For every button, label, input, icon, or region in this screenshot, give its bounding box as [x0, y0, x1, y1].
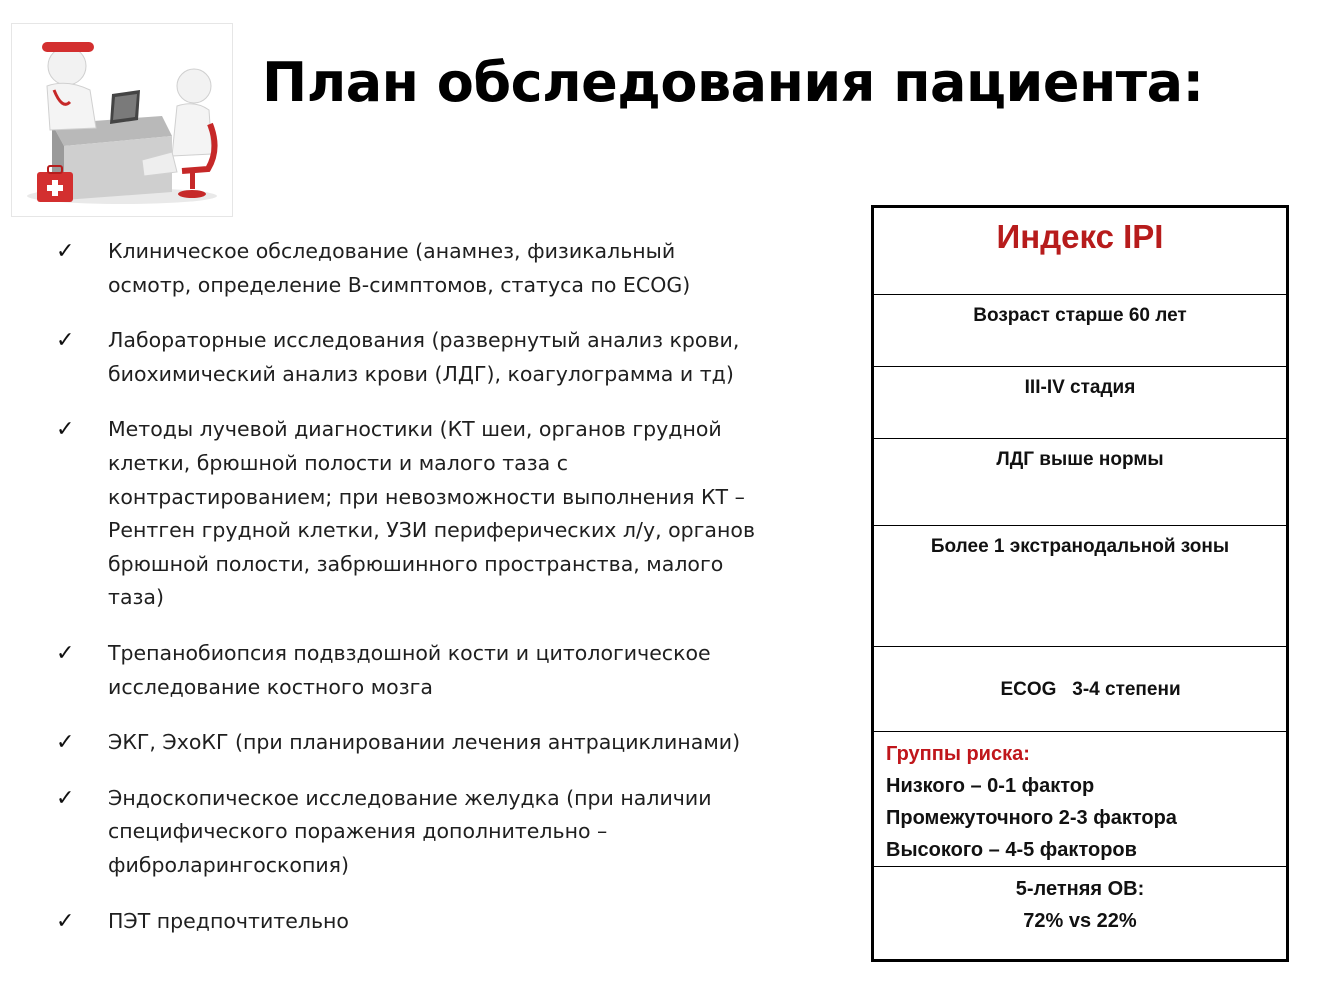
check-icon: ✓ [56, 640, 75, 666]
list-item-text: ПЭТ предпочтительно [108, 908, 349, 933]
ipi-factor-label: III-IV стадия [1024, 377, 1136, 398]
check-icon: ✓ [56, 328, 75, 354]
risk-group-item: Низкого – 0-1 фактор [886, 775, 1095, 797]
check-icon: ✓ [56, 908, 75, 934]
ipi-factor-row [874, 366, 1286, 438]
list-item [56, 637, 816, 704]
ipi-factor-label: ЛДГ выше нормы [996, 449, 1164, 470]
ipi-factor-row [874, 646, 1286, 731]
risk-group-item: Высокого – 4-5 факторов [886, 839, 1137, 861]
ipi-factor-label: ECOG 3-4 степени [1000, 679, 1181, 700]
risk-group-item: Промежуточного 2-3 фактора [886, 807, 1177, 829]
risk-groups-heading: Группы риска: [886, 743, 1030, 765]
page-title: План обследования пациента: [262, 51, 1204, 114]
list-item-text: Методы лучевой диагностики (КТ шеи, органов грудной клетки, брюшной полости и малого таза с контрастированием; при невозможности выполнения КТ – Рентген грудной клетки, УЗИ периферических л/у, органов брюшной полости, забрюшинного пространства, малого таза) [108, 417, 756, 610]
list-item-text: Лабораторные исследования (развернутый анализ крови, биохимический анализ крови (ЛДГ), коагулограмма и тд) [108, 328, 740, 386]
ipi-title: Индекс IPI [996, 218, 1164, 255]
check-icon: ✓ [56, 785, 75, 811]
list-item [56, 905, 816, 939]
list-item [56, 235, 816, 302]
doctor-patient-illustration [11, 23, 233, 217]
ipi-factor-row [874, 294, 1286, 366]
list-item [56, 324, 816, 391]
ipi-factor-label: Более 1 экстранодальной зоны [930, 536, 1230, 557]
ipi-factor-label: Возраст старше 60 лет [973, 305, 1187, 326]
list-item-text: ЭКГ, ЭхоКГ (при планировании лечения антрациклинами) [108, 730, 741, 755]
ipi-factor-row [874, 525, 1286, 646]
list-item [56, 413, 816, 615]
list-item [56, 726, 816, 760]
list-item-text: Трепанобиопсия подвздошной кости и цитологическое исследование костного мозга [108, 640, 711, 699]
check-icon: ✓ [56, 730, 75, 756]
survival-cell [874, 866, 1286, 959]
ipi-index-table [871, 205, 1289, 962]
ipi-title-cell [874, 208, 1286, 294]
ipi-factor-row [874, 438, 1286, 525]
list-item-text: Клиническое обследование (анамнез, физикальный осмотр, определение В-симптомов, статуса по ECOG) [108, 239, 691, 297]
check-icon: ✓ [56, 239, 75, 264]
check-icon: ✓ [56, 417, 75, 443]
survival-label: 5-летняя ОВ: [1015, 878, 1145, 900]
doctor-patient-consultation-icon [12, 24, 232, 216]
survival-value: 72% vs 22% [1023, 910, 1137, 932]
risk-groups-cell [874, 731, 1286, 866]
list-item [56, 782, 816, 883]
examination-plan-list [56, 235, 816, 938]
list-item-text: Эндоскопическое исследование желудка (при наличии специфического поражения дополнительно – фиброларингоскопия) [108, 785, 712, 877]
